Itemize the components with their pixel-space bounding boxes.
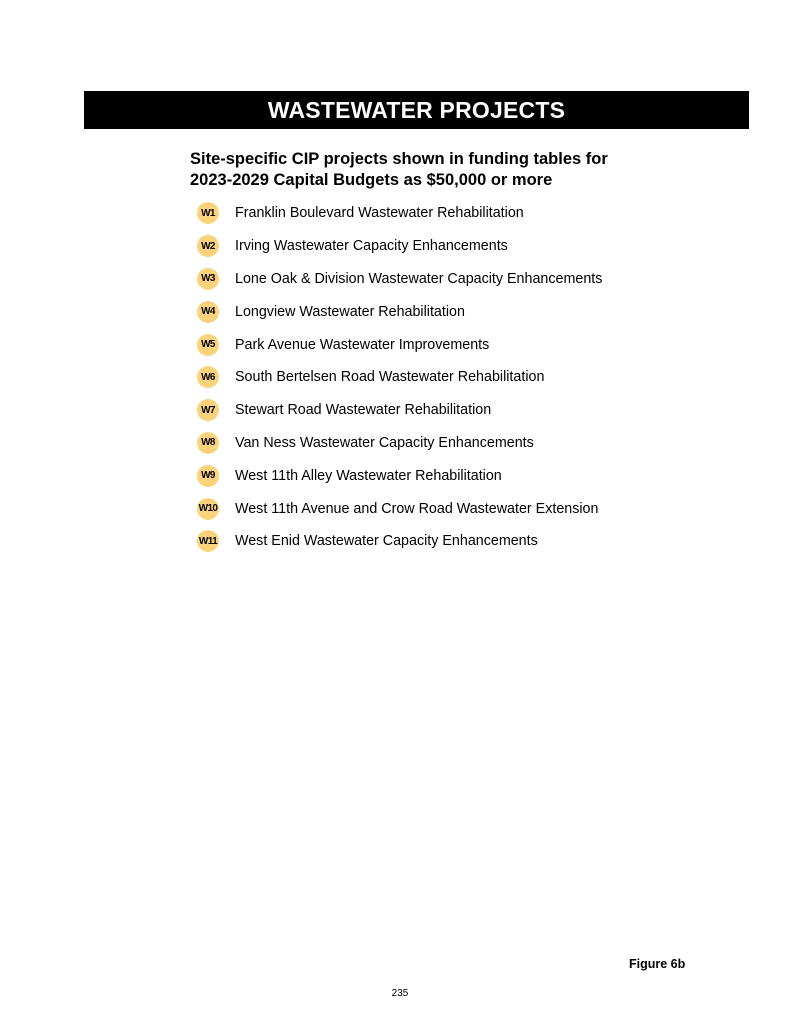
project-name: Franklin Boulevard Wastewater Rehabilitation [235,205,524,222]
list-item [197,427,602,460]
project-name: Lone Oak & Division Wastewater Capacity Enhancements [235,270,603,287]
project-code-badge: W8 [197,432,219,454]
project-name: West 11th Alley Wastewater Rehabilitation [235,467,502,484]
project-code-badge: W5 [197,334,219,356]
project-code-badge: W3 [197,268,219,290]
list-item [197,295,602,328]
project-code-badge: W4 [197,301,219,323]
project-name: Park Avenue Wastewater Improvements [235,336,490,353]
page-title: WASTEWATER PROJECTS [267,96,566,123]
project-name: West 11th Avenue and Crow Road Wastewater Extension [235,500,599,517]
list-item [197,263,602,296]
subtitle-line-2: 2023-2029 Capital Budgets as $50,000 or more [190,170,553,189]
project-code-badge: W6 [197,366,219,388]
title-banner [84,91,749,129]
project-name: Irving Wastewater Capacity Enhancements [235,238,508,255]
list-item [197,394,602,427]
project-code-badge: W9 [197,465,219,487]
page-number: 235 [391,988,409,999]
list-item [197,459,602,492]
project-code-badge: W11 [197,530,219,552]
list-item [197,492,602,525]
project-name: Stewart Road Wastewater Rehabilitation [235,402,492,419]
project-name: South Bertelsen Road Wastewater Rehabilitation [235,369,545,386]
project-name: Van Ness Wastewater Capacity Enhancements [235,434,534,451]
list-item [197,230,602,263]
list-item [197,328,602,361]
figure-label: Figure 6b [629,957,686,971]
list-item [197,525,602,558]
list-item [197,361,602,394]
project-code-badge: W10 [197,498,219,520]
project-code-badge: W1 [197,202,219,224]
project-name: West Enid Wastewater Capacity Enhancements [235,533,538,550]
list-item [197,197,602,230]
subtitle [190,149,670,190]
subtitle-line-1: Site-specific CIP projects shown in funding tables for [190,150,608,168]
project-code-badge: W2 [197,235,219,257]
project-list [197,197,602,558]
project-name: Longview Wastewater Rehabilitation [235,303,465,320]
project-code-badge: W7 [197,399,219,421]
